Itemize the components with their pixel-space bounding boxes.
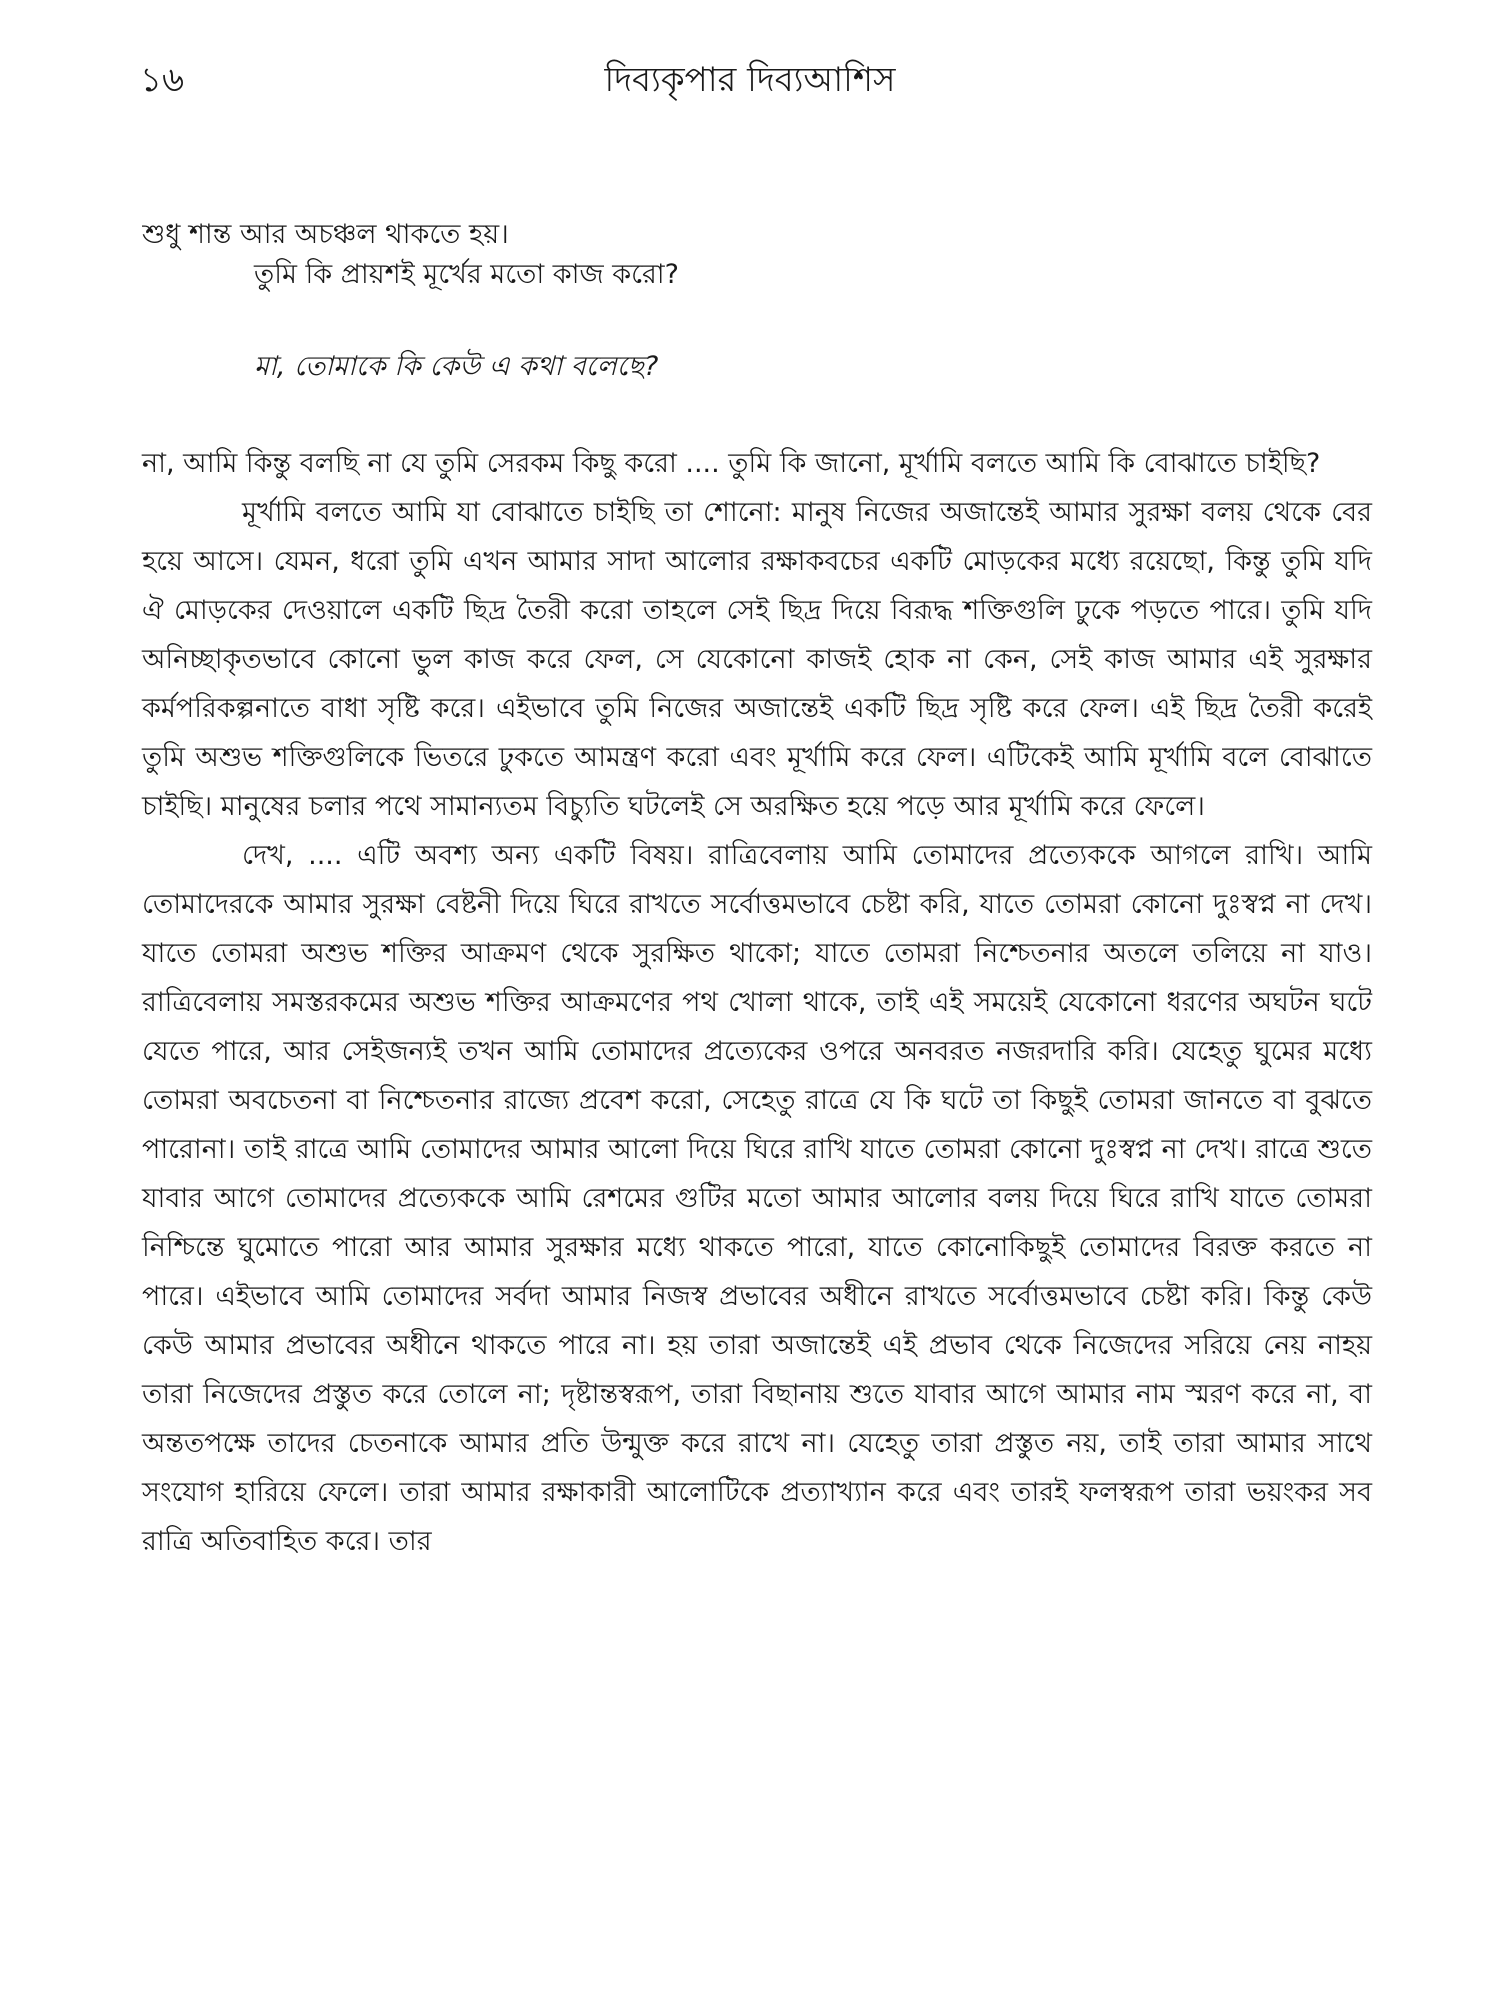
paragraph: মূর্খামি বলতে আমি যা বোঝাতে চাইছি তা শোনো: মানুষ নিজের অজান্তেই আমার সুরক্ষা বলয় থেকে বের হয়ে আসে। যেমন, ধরো তুমি এখন আমার সাদা আলোর রক্ষাকবচের একটি মোড়কের মধ্যে রয়েছো, কিন্তু তুমি যদি ঐ মোড়কের দেওয়ালে একটি ছিদ্র তৈরী করো তাহলে সেই ছিদ্র দিয়ে বিরূদ্ধ শক্তিগুলি ঢুকে পড়তে পারে। তুমি যদি অনিচ্ছাকৃতভাবে কোনো ভুল কাজ করে ফেল, সে যেকোনো কাজই হোক না কেন, সেই কাজ আমার এই সুরক্ষার কর্মপরিকল্পনাতে বাধা সৃষ্টি করে। এইভাবে তুমি নিজের অজান্তেই একটি ছিদ্র সৃষ্টি করে ফেল। এই ছিদ্র তৈরী করেই তুমি অশুভ শক্তিগুলিকে ভিতরে ঢুকতে আমন্ত্রণ করো এবং মূর্খামি করে ফেল। এটিকেই আমি মূর্খামি বলে বোঝাতে চাইছি। মানুষের চলার পথে সামান্যতম বিচ্যুতি ঘটলেই সে অরক্ষিত হয়ে পড়ে আর মূর্খামি করে ফেলে। (142, 497, 1372, 822)
italic-question-line: মা, তোমাকে কি কেউ এ কথা বলেছে? (254, 351, 659, 382)
page-number: ১৬ (140, 60, 185, 100)
paragraph: না, আমি কিন্তু বলছি না যে তুমি সেরকম কিছু করো .... তুমি কি জানো, মূর্খামি বলতে আমি কি বোঝাতে চাইছি? (142, 448, 1321, 479)
spacer (142, 295, 1372, 347)
question-line: তুমি কি প্রায়শই মূর্খের মতো কাজ করো? (254, 259, 679, 290)
body-text (142, 215, 1372, 1566)
paragraph: দেখ, .... এটি অবশ্য অন্য একটি বিষয়। রাত্রিবেলায় আমি তোমাদের প্রত্যেককে আগলে রাখি। আমি তোমাদেরকে আমার সুরক্ষা বেষ্টনী দিয়ে ঘিরে রাখতে সর্বোত্তমভাবে চেষ্টা করি, যাতে তোমরা কোনো দুঃস্বপ্ন না দেখ। যাতে তোমরা অশুভ শক্তির আক্রমণ থেকে সুরক্ষিত থাকো; যাতে তোমরা নিশ্চেতনার অতলে তলিয়ে না যাও। রাত্রিবেলায় সমস্তরকমের অশুভ শক্তির আক্রমণের পথ খোলা থাকে, তাই এই সময়েই যেকোনো ধরণের অঘটন ঘটে যেতে পারে, আর সেইজন্যই তখন আমি তোমাদের প্রত্যেকের ওপরে অনবরত নজরদারি করি। যেহেতু ঘুমের মধ্যে তোমরা অবচেতনা বা নিশ্চেতনার রাজ্যে প্রবেশ করো, সেহেতু রাত্রে যে কি ঘটে তা কিছুই তোমরা জানতে বা বুঝতে পারোনা। তাই রাত্রে আমি তোমাদের আমার আলো দিয়ে ঘিরে রাখি যাতে তোমরা কোনো দুঃস্বপ্ন না দেখ। রাত্রে শুতে যাবার আগে তোমাদের প্রত্যেককে আমি রেশমের গুটির মতো আমার আলোর বলয় দিয়ে ঘিরে রাখি যাতে তোমরা নিশ্চিন্তে ঘুমোতে পারো আর আমার সুরক্ষার মধ্যে থাকতে পারো, যাতে কোনোকিছুই তোমাদের বিরক্ত করতে না পারে। এইভাবে আমি তোমাদের সর্বদা আমার নিজস্ব প্রভাবের অধীনে রাখতে সর্বোত্তমভাবে চেষ্টা করি। কিন্তু কেউ কেউ আমার প্রভাবের অধীনে থাকতে পারে না। হয় তারা অজান্তেই এই প্রভাব থেকে নিজেদের সরিয়ে নেয় নাহয় তারা নিজেদের প্রস্তুত করে তোলে না; দৃষ্টান্তস্বরূপ, তারা বিছানায় শুতে যাবার আগে আমার নাম স্মরণ করে না, বা অন্ততপক্ষে তাদের চেতনাকে আমার প্রতি উন্মুক্ত করে রাখে না। যেহেতু তারা প্রস্তুত নয়, তাই তারা আমার সাথে সংযোগ হারিয়ে ফেলে। তারা আমার রক্ষাকারী আলোটিকে প্রত্যাখ্যান করে এবং তারই ফলস্বরূপ তারা ভয়ংকর সব রাত্রি অতিবাহিত করে। তার (142, 840, 1372, 1557)
spacer (142, 387, 1372, 439)
running-title: দিব্যকৃপার দিব্যআশিস (604, 60, 896, 100)
text-line-continuation: শুধু শান্ত আর অচঞ্চল থাকতে হয়। (142, 219, 509, 250)
